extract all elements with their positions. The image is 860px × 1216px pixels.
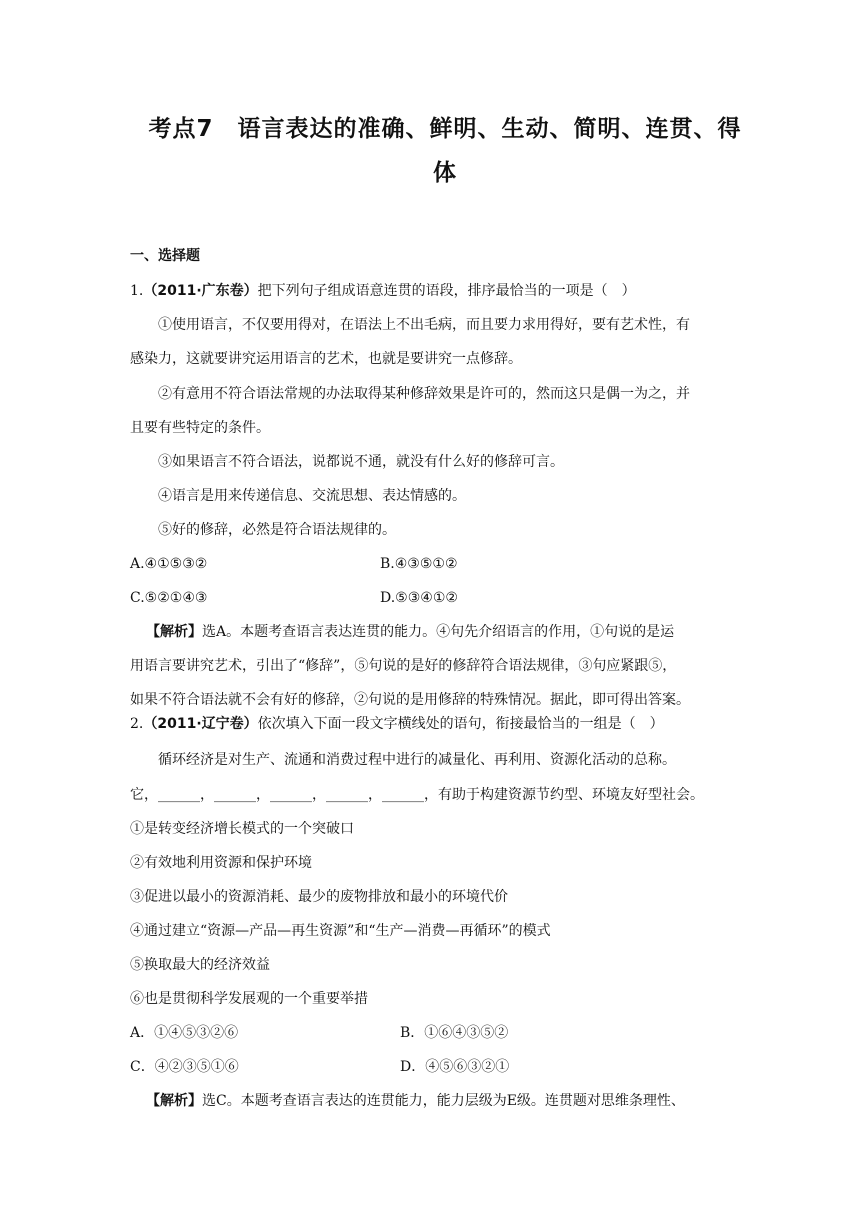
item-5: ⑤换取最大的经济效益: [130, 957, 270, 973]
option-d: D.⑤③④①②: [380, 590, 458, 606]
option-d: D．④⑤⑥③②①: [400, 1059, 510, 1075]
question-source: （2011·广东卷）: [143, 283, 258, 299]
analysis-1-line-1: [146, 622, 728, 642]
page-title-continued: 体: [433, 160, 457, 186]
question-2-stem: [130, 714, 740, 734]
question-1-stem: [130, 281, 740, 301]
question-text: 依次填入下面一段文字横线处的语句，衔接最恰当的一组是（ ）: [257, 716, 664, 732]
item-4: ④通过建立“资源—产品—再生资源”和“生产—消费—再循环”的模式: [130, 923, 551, 939]
item-6: ⑥也是贯彻科学发展观的一个重要举措: [130, 991, 368, 1007]
question-source: （2011·辽宁卷）: [143, 716, 258, 732]
analysis-text: 选C。本题考查语言表达的连贯能力，能力层级为E级。连贯题对思维条理性、: [202, 1093, 685, 1109]
analysis-text: 选A。本题考查语言表达连贯的能力。④句先介绍语言的作用，①句说的是运: [202, 624, 675, 640]
question-text: 把下列句子组成语意连贯的语段，排序最恰当的一项是（ ）: [257, 283, 636, 299]
analysis-label: 【解析】: [146, 624, 202, 640]
analysis-1-line-3: 如果不符合语法就不会有好的修辞，②句说的是用修辞的特殊情况。据此，即可得出答案。: [130, 692, 690, 708]
option-c: C.⑤②①④③: [130, 590, 208, 606]
page-title: 考点7 语言表达的准确、鲜明、生动、简明、连贯、得: [148, 116, 742, 142]
option-b: B．①⑥④③⑤②: [400, 1025, 509, 1041]
item-3: ③促进以最小的资源消耗、最少的废物排放和最小的环境代价: [130, 889, 508, 905]
passage-line-1: 循环经济是对生产、流通和消费过程中进行的减量化、再利用、资源化活动的总称。: [158, 752, 676, 768]
analysis-1-line-2: 用语言要讲究艺术，引出了“修辞”，⑤句说的是好的修辞符合语法规律，③句应紧跟⑤，: [130, 658, 677, 674]
analysis-label: 【解析】: [146, 1093, 202, 1109]
option-a: A.④①⑤③②: [130, 556, 208, 572]
question-number: 1.: [130, 283, 144, 299]
option-b: B.④③⑤①②: [380, 556, 458, 572]
item-1: ①是转变经济增长模式的一个突破口: [130, 821, 354, 837]
sentence-5: ⑤好的修辞，必然是符合语法规律的。: [158, 522, 396, 538]
analysis-2-line-1: [146, 1091, 728, 1111]
question-number: 2.: [130, 716, 144, 732]
sentence-4: ④语言是用来传递信息、交流思想、表达情感的。: [158, 488, 466, 504]
options-row-2: [130, 588, 740, 608]
sentence-3: ③如果语言不符合语法，说都说不通，就没有什么好的修辞可言。: [158, 454, 564, 470]
sentence-2-line-1: ②有意用不符合语法常规的办法取得某种修辞效果是许可的，然而这只是偶一为之，并: [158, 386, 690, 402]
sentence-1-line-1: ①使用语言，不仅要用得对，在语法上不出毛病，而且要力求用得好，要有艺术性，有: [158, 317, 690, 333]
options-row-1: [130, 554, 740, 574]
passage-line-2: 它，______，______，______，______，______，有助于构建资源节约型、环境友好型社会。: [130, 787, 704, 803]
options-row-1: [130, 1023, 740, 1043]
sentence-2-line-2: 且要有些特定的条件。: [130, 420, 270, 436]
option-c: C．④②③⑤①⑥: [130, 1059, 239, 1075]
section-heading: 一、选择题: [130, 248, 200, 264]
option-a: A．①④⑤③②⑥: [130, 1025, 239, 1041]
options-row-2: [130, 1057, 740, 1077]
sentence-1-line-2: 感染力，这就要讲究运用语言的艺术，也就是要讲究一点修辞。: [130, 351, 522, 367]
item-2: ②有效地利用资源和保护环境: [130, 855, 312, 871]
